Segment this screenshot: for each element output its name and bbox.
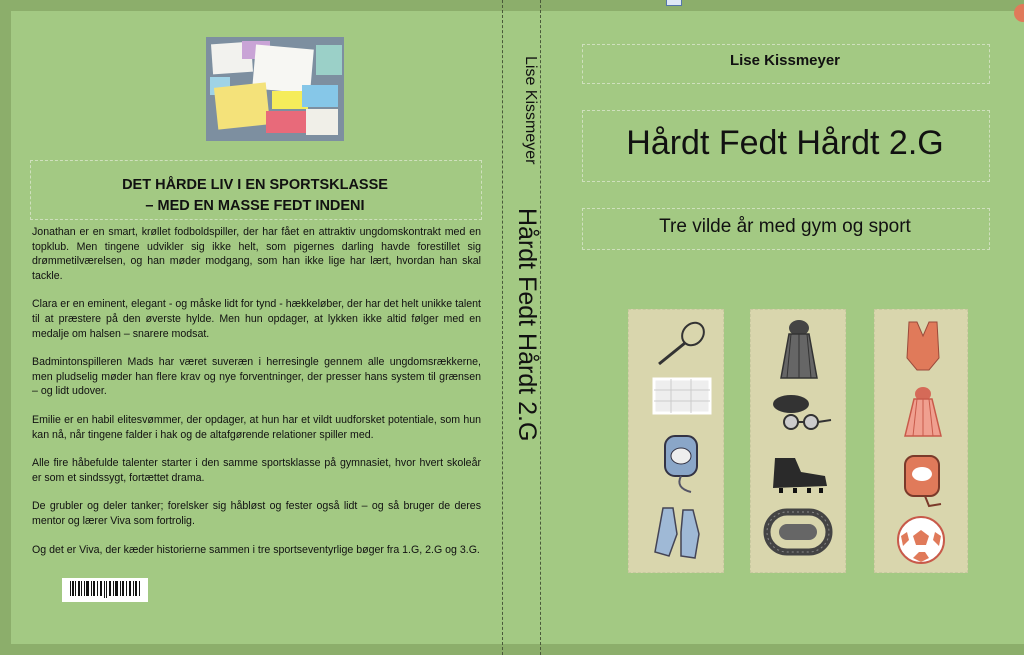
back-heading-line2: – MED EN MASSE FEDT INDENI: [145, 198, 365, 214]
badminton-racket-icon: [653, 318, 709, 370]
stopwatch-icon: [901, 452, 947, 508]
canvas-bottom-edge: [0, 644, 1024, 655]
blurb-paragraph: Jonathan er en smart, krøllet fodboldspiller, der har fået en attraktiv ungdomskontrakt med en topklub. Men tingene udvikler sig ikke helt, som pigernes darling havde forestillet sig drømmetilværelsen, og han møder modgang, som han ikke lige har lært, hvordan han skal tackle.: [32, 226, 481, 282]
front-title: Hårdt Fedt Hårdt 2.G: [626, 124, 944, 162]
football-icon: [895, 514, 947, 566]
back-cover-heading: [35, 175, 475, 217]
swim-fins-icon: [651, 504, 705, 560]
icon-panel-2[interactable]: [750, 309, 846, 573]
running-track-icon: [763, 506, 833, 558]
blurb-paragraph: Clara er en eminent, elegant - og måske lidt for tynd - hækkeløber, der har det helt unikke talent til at præstere på den øverste hylde. Men hun opdager, at lykken ikke altid følger med en medalje om halsen – snarere modsat.: [32, 298, 481, 340]
back-heading-line1: DET HÅRDE LIV I EN SPORTSKLASSE: [122, 177, 388, 193]
swimsuit-icon: [901, 318, 945, 374]
swim-goggles-icon: [765, 392, 835, 436]
blurb-paragraph: Alle fire håbefulde talenter starter i den samme sportsklasse på gymnasiet, hvor hvert skoleår er som et sindssygt, fortættet drama.: [32, 457, 481, 484]
shuttlecock-icon: [777, 318, 821, 382]
football-goal-icon: [651, 376, 713, 416]
stopwatch-icon: [655, 432, 709, 496]
barcode-icon: [62, 578, 148, 602]
canvas-top-edge: [0, 0, 1024, 11]
football-boot-icon: [767, 450, 831, 496]
window-corner-icon[interactable]: [1014, 4, 1024, 22]
back-cover-photo[interactable]: [206, 37, 344, 141]
front-author: Lise Kissmeyer: [729, 52, 841, 69]
front-subtitle: Tre vilde år med gym og sport: [659, 216, 911, 237]
spine-author: Lise Kissmeyer: [522, 56, 539, 165]
blurb-paragraph: Badmintonspilleren Mads har været suveræn i herresingle gennem alle ungdomsrækkerne, men pludselig møder han flere krav og nye forventninger, der presser hans system til grænsen – og lidt udover.: [32, 356, 481, 398]
icon-panel-3[interactable]: [874, 309, 968, 573]
blurb-paragraph: Og det er Viva, der kæder historierne sammen i tre sportseventyrlige bøger fra 1.G, 2.G og 3.G.: [32, 543, 480, 556]
blurb-paragraph: Emilie er en habil elitesvømmer, der opdager, at hun har et vildt uudforsket potentiale, som hun kan nå, når tingene falder i hak og de altafgørende relationer spiller med.: [32, 413, 481, 441]
back-cover-blurb: [32, 225, 481, 571]
spine-title: Hårdt Fedt Hårdt 2.G: [513, 208, 541, 442]
selection-handle-icon[interactable]: [666, 0, 682, 6]
blurb-paragraph: De grubler og deler tanker; forelsker sig håbløst og fester også lidt – og så bruger de deres mentor og lærer Viva som fortrolig.: [32, 500, 481, 527]
canvas-left-edge: [0, 0, 11, 655]
icon-panel-1[interactable]: [628, 309, 724, 573]
shuttlecock-icon: [901, 384, 945, 440]
spine-fold-left: [502, 0, 503, 655]
